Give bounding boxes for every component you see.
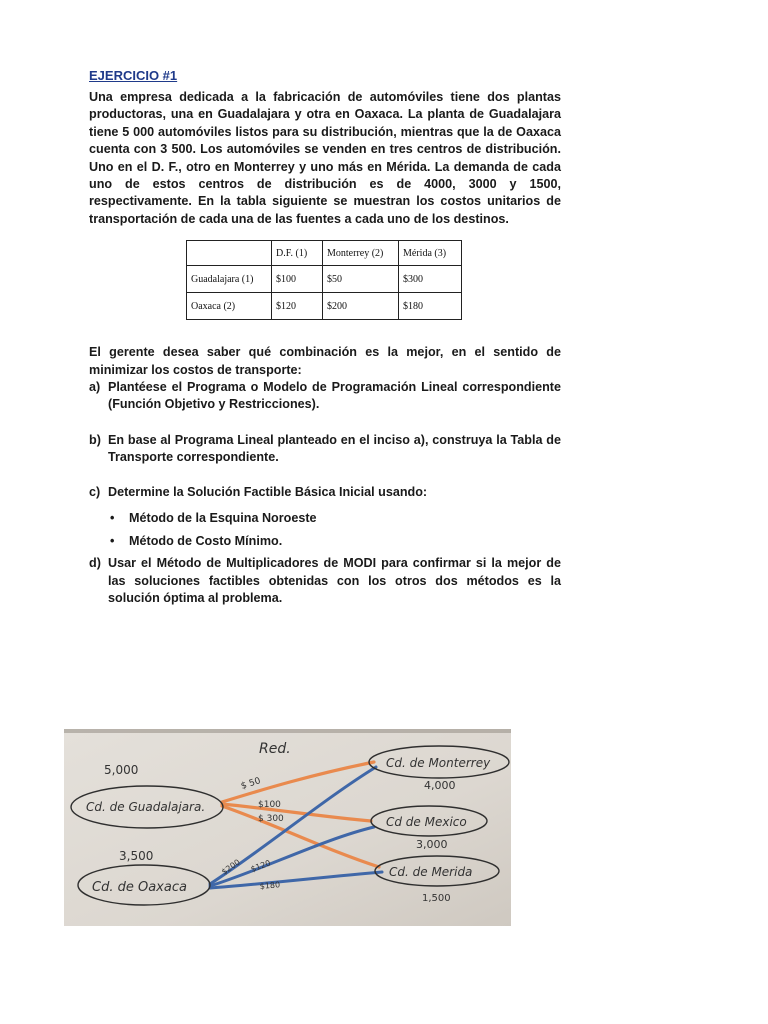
cost-cell: $300 bbox=[399, 266, 462, 293]
table-corner-cell bbox=[187, 241, 272, 266]
manager-question: El gerente desea saber qué combinación es la mejor, en el sentido de minimizar los costos de transporte: bbox=[89, 345, 561, 377]
method-name: Método de la Esquina Noroeste bbox=[129, 511, 317, 526]
cost-label-guadalajara-merida: $ 300 bbox=[258, 814, 284, 824]
cost-label-guadalajara-monterrey: $ 50 bbox=[239, 776, 262, 792]
supply-guadalajara: 5,000 bbox=[104, 763, 139, 777]
item-label: a) bbox=[89, 380, 101, 395]
cost-label-guadalajara-mexico: $100 bbox=[258, 800, 281, 810]
supply-oaxaca: 3,500 bbox=[119, 849, 154, 863]
cost-cell: $120 bbox=[272, 293, 323, 320]
item-label: d) bbox=[89, 556, 101, 571]
network-title: Red. bbox=[259, 741, 291, 757]
cost-label-oaxaca-merida: $180 bbox=[259, 880, 281, 891]
cost-cell: $180 bbox=[399, 293, 462, 320]
row-source-guadalajara: Guadalajara (1) bbox=[187, 266, 272, 293]
item-label: b) bbox=[89, 432, 101, 447]
cost-label-oaxaca-mexico: $120 bbox=[249, 858, 272, 874]
item-text: Plantéese el Programa o Modelo de Programación Lineal correspondiente (Función Objetivo y Restricciones). bbox=[108, 380, 561, 412]
item-text: En base al Programa Lineal planteado en el inciso a), construya la Tabla de Transporte correspondiente. bbox=[108, 432, 561, 465]
cost-cell: $100 bbox=[272, 266, 323, 293]
cost-cell: $50 bbox=[323, 266, 399, 293]
item-c bbox=[89, 484, 561, 501]
label-monterrey: Cd. de Monterrey bbox=[386, 756, 491, 770]
label-oaxaca: Cd. de Oaxaca bbox=[92, 880, 187, 895]
exercise-title: EJERCICIO #1 bbox=[89, 68, 178, 83]
header-df: D.F. (1) bbox=[272, 241, 323, 266]
item-text: Usar el Método de Multiplicadores de MODI para confirmar si la mejor de las soluciones factibles obtenidas con los otros dos métodos es la solución óptima al problema. bbox=[108, 556, 561, 605]
list-item bbox=[89, 507, 561, 530]
cost-label-oaxaca-monterrey: $200 bbox=[219, 857, 242, 877]
network-sketch-photo bbox=[64, 729, 511, 926]
item-text: Determine la Solución Factible Básica Inicial usando: bbox=[108, 484, 428, 499]
header-monterrey: Monterrey (2) bbox=[323, 241, 399, 266]
exercise-page bbox=[89, 68, 561, 607]
method-name: Método de Costo Mínimo. bbox=[129, 534, 283, 549]
demand-monterrey: 4,000 bbox=[424, 779, 456, 792]
methods-list bbox=[89, 507, 561, 553]
label-mexico: Cd de Mexico bbox=[386, 815, 467, 829]
table-header-row bbox=[187, 241, 462, 266]
cost-cell: $200 bbox=[323, 293, 399, 320]
header-merida: Mérida (3) bbox=[399, 241, 462, 266]
bullet: • bbox=[110, 511, 115, 526]
bullet: • bbox=[110, 534, 115, 549]
table-row bbox=[187, 293, 462, 320]
item-label: c) bbox=[89, 484, 101, 499]
cost-table-wrapper bbox=[186, 240, 561, 320]
item-d bbox=[89, 555, 561, 607]
paper-top-edge bbox=[64, 729, 511, 733]
row-source-oaxaca: Oaxaca (2) bbox=[187, 293, 272, 320]
problem-statement: Una empresa dedicada a la fabricación de automóviles tiene dos plantas productoras, una en Guadalajara y otra en Oaxaca. La planta de Guadalajara tiene 5 000 automóviles listos para su distribución, mientras que la de Oaxaca cuenta con 3 500. Los automóviles se venden en tres centros de distribución. Uno en el D. F., otro en Monterrey y uno más en Mérida. La demanda de cada uno de estos centros de distribución es de 4000, 3000 y 1500, respectivamente. En la tabla siguiente se muestran los costos unitarios de transportación de cada una de las fuentes a cada uno de los destinos. bbox=[89, 90, 561, 226]
label-merida: Cd. de Merida bbox=[389, 865, 473, 879]
list-item bbox=[89, 530, 561, 553]
demand-mexico: 3,000 bbox=[416, 838, 448, 851]
item-a bbox=[89, 379, 561, 414]
item-b bbox=[89, 432, 561, 467]
table-row bbox=[187, 266, 462, 293]
transport-cost-table bbox=[186, 240, 462, 320]
demand-merida: 1,500 bbox=[422, 893, 451, 904]
label-guadalajara: Cd. de Guadalajara. bbox=[86, 800, 206, 814]
